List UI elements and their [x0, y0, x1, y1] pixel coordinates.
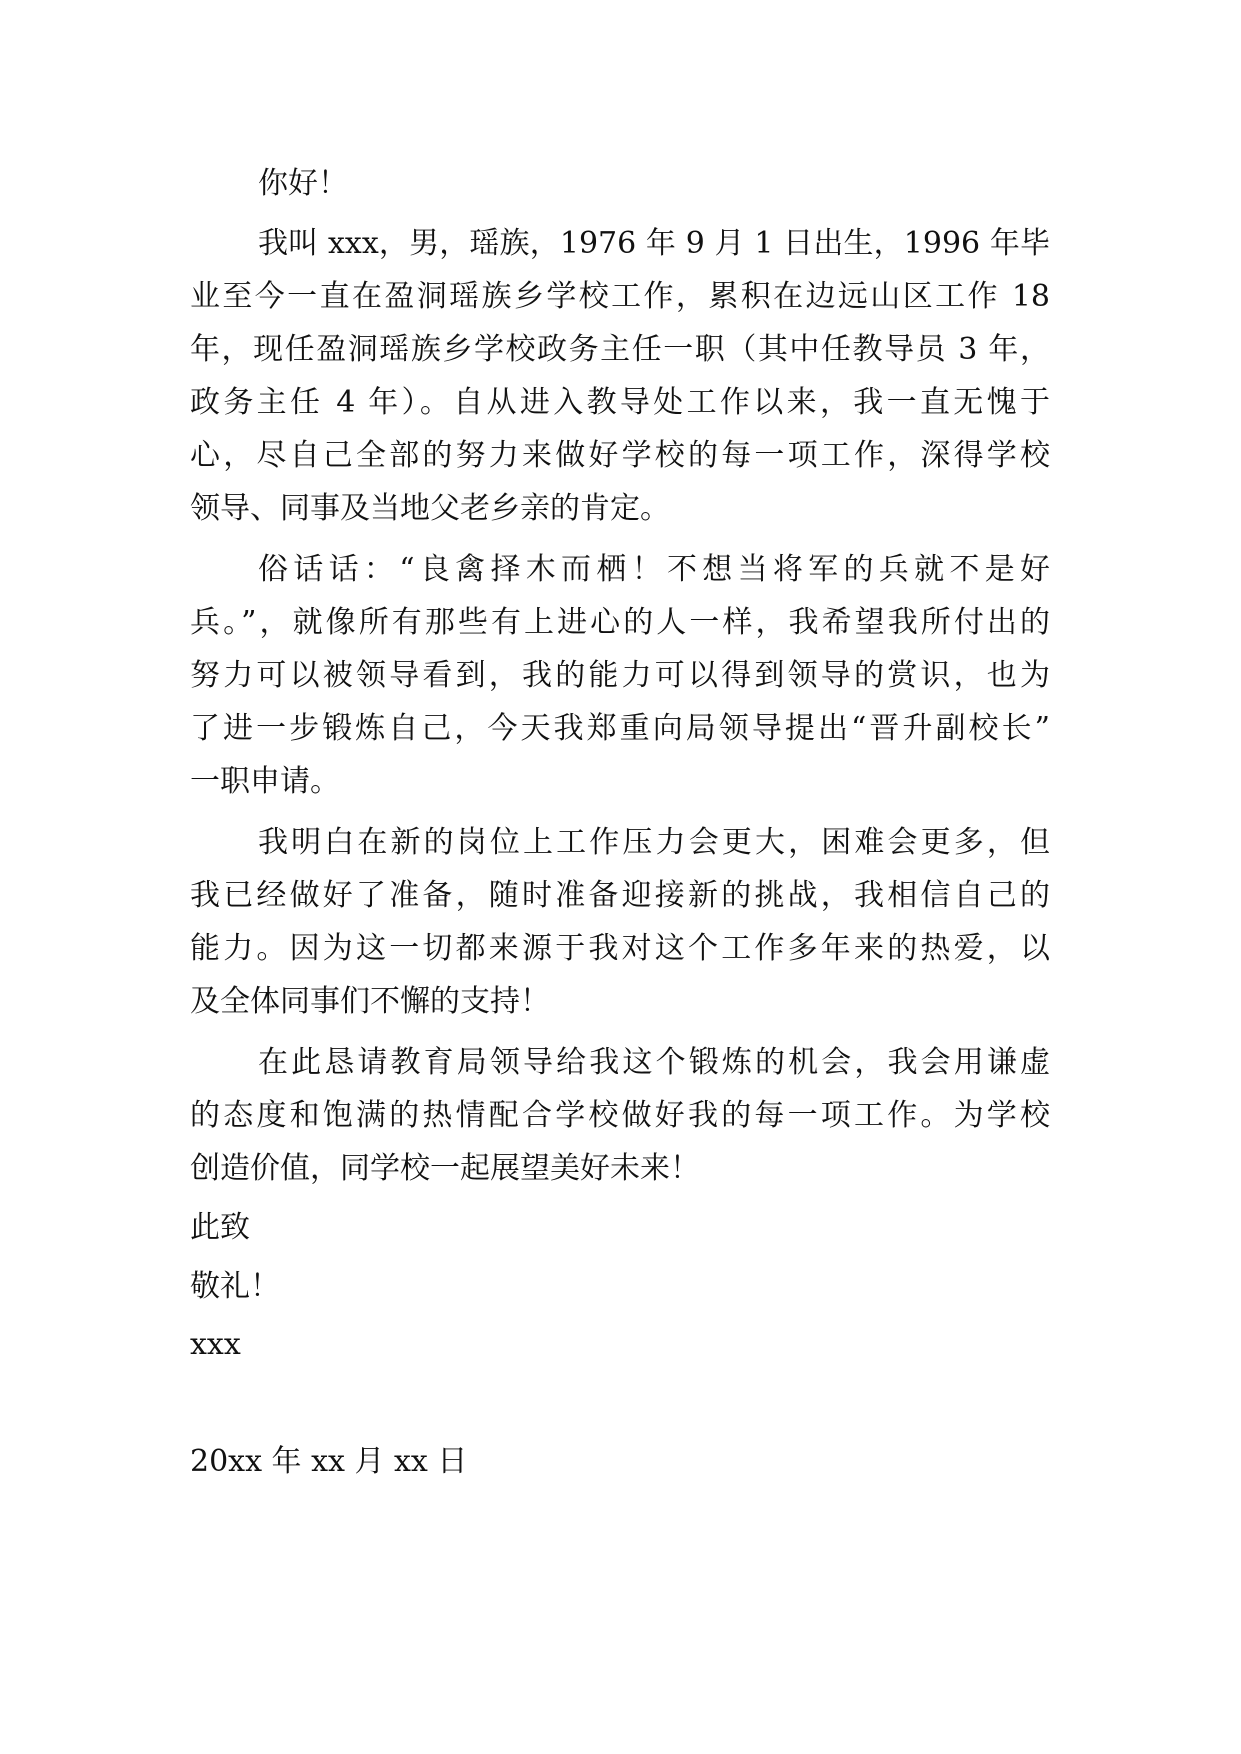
paragraph-line: 努力可以被领导看到，我的能力可以得到领导的赏识，也为 — [190, 658, 1050, 693]
paragraph-line: 兵。”，就像所有那些有上进心的人一样，我希望我所付出的 — [190, 605, 1050, 640]
closing-respect: 敬礼！ — [190, 1269, 280, 1304]
paragraph-line: 及全体同事们不懈的支持！ — [190, 984, 550, 1019]
paragraph-line: 的态度和饱满的热情配合学校做好我的每一项工作。为学校 — [190, 1098, 1050, 1133]
greeting: 你好！ — [258, 166, 348, 201]
paragraph-line: 我叫 xxx，男，瑶族，1976 年 9 月 1 日出生，1996 年毕 — [258, 226, 1050, 261]
paragraph-line: 年，现任盈洞瑶族乡学校政务主任一职（其中任教导员 3 年， — [190, 332, 1050, 367]
paragraph-line: 了进一步锻炼自己，今天我郑重向局领导提出“晋升副校长” — [190, 711, 1050, 746]
paragraph-line: 我明白在新的岗位上工作压力会更大，困难会更多，但 — [258, 825, 1050, 860]
paragraph-line: 我已经做好了准备，随时准备迎接新的挑战，我相信自己的 — [190, 878, 1050, 913]
paragraph-line: 一职申请。 — [190, 764, 340, 799]
signature: xxx — [190, 1327, 241, 1362]
date: 20xx 年 xx 月 xx 日 — [190, 1444, 468, 1479]
paragraph-line: 俗话话：“良禽择木而栖！不想当将军的兵就不是好 — [258, 552, 1050, 587]
paragraph-line: 心，尽自己全部的努力来做好学校的每一项工作，深得学校 — [190, 438, 1050, 473]
paragraph-line: 创造价值，同学校一起展望美好未来！ — [190, 1151, 700, 1186]
paragraph-line: 业至今一直在盈洞瑶族乡学校工作，累积在边远山区工作 18 — [190, 279, 1050, 314]
paragraph-line: 在此恳请教育局领导给我这个锻炼的机会，我会用谦虚 — [258, 1045, 1050, 1080]
paragraph-line: 能力。因为这一切都来源于我对这个工作多年来的热爱，以 — [190, 931, 1050, 966]
paragraph-line: 政务主任 4 年）。自从进入教导处工作以来，我一直无愧于 — [190, 385, 1050, 420]
paragraph-line: 领导、同事及当地父老乡亲的肯定。 — [190, 491, 670, 526]
closing-salutation: 此致 — [190, 1210, 250, 1245]
